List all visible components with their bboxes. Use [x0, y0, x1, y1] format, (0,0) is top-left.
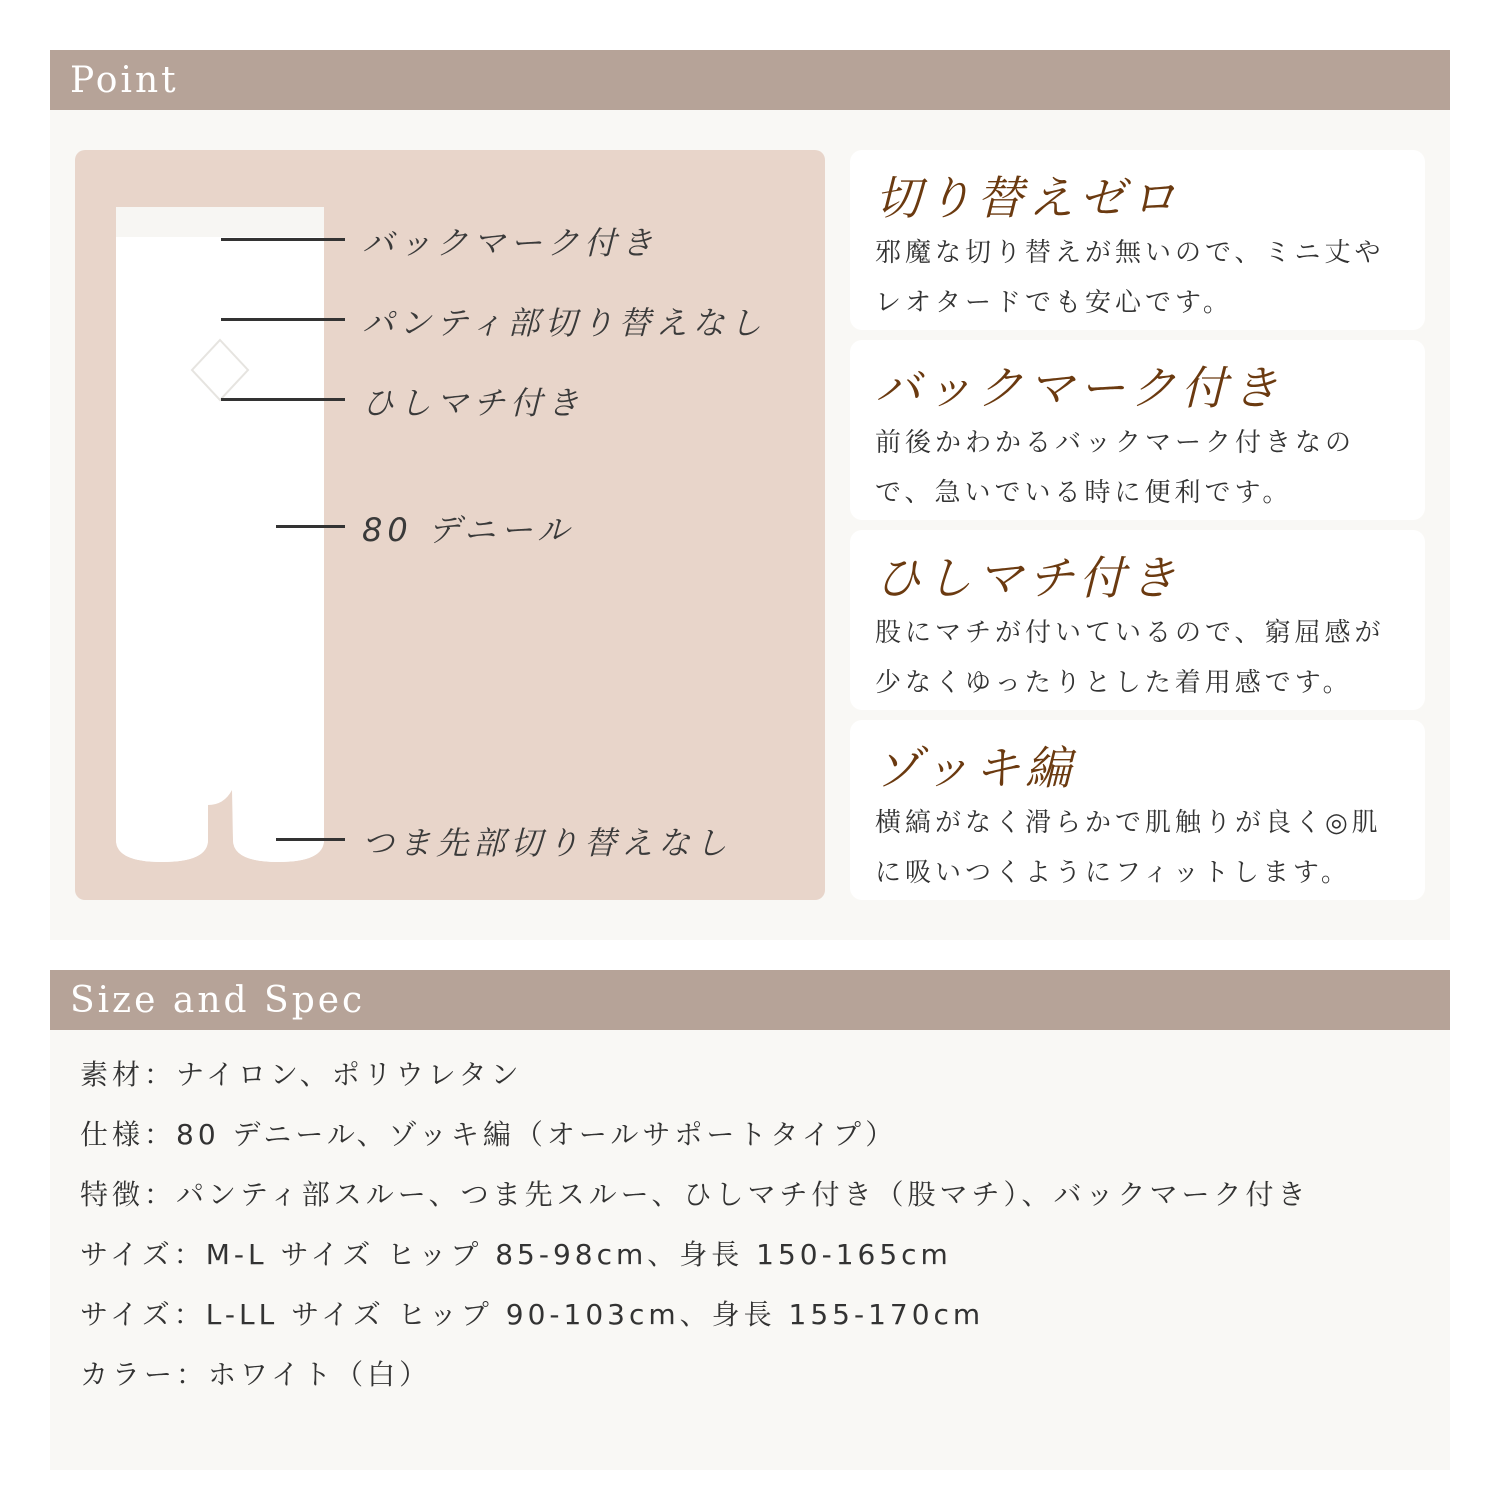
- spec-header-label: Size and Spec: [70, 980, 366, 1021]
- feature-card: [850, 150, 1425, 330]
- spec-item-size-lll: サイズ：L-LL サイズ ヒップ 90-103cm、身長 155-170cm: [80, 1298, 985, 1331]
- feature-description: 前後かわかるバックマーク付きなので、急いでいる時に便利です。: [875, 428, 1356, 508]
- point-section-header: [50, 50, 1450, 110]
- callout-line-denier: [276, 525, 345, 528]
- feature-description: 邪魔な切り替えが無いので、ミニ丈やレオタードでも安心です。: [875, 238, 1385, 318]
- feature-description: 横縞がなく滑らかで肌触りが良く◎肌に吸いつくようにフィットします。: [875, 808, 1382, 888]
- spec-item-features: 特徴：パンティ部スルー、つま先スルー、ひしマチ付き（股マチ）、バックマーク付き: [80, 1178, 1310, 1211]
- spec-item-color: カラー：ホワイト（白）: [80, 1358, 432, 1391]
- callout-denier: 80 デニール: [362, 511, 574, 549]
- callout-toe: つま先部切り替えなし: [362, 824, 733, 862]
- feature-description: 股にマチが付いているので、窮屈感が少なくゆったりとした着用感です。: [875, 618, 1385, 698]
- spec-item-specification: 仕様：80 デニール、ゾッキ編（オールサポートタイプ）: [80, 1118, 898, 1151]
- spec-list: [80, 1048, 1310, 1408]
- spec-item-size-ml: サイズ：M-L サイズ ヒップ 85-98cm、身長 150-165cm: [80, 1238, 952, 1271]
- callout-line-panty: [221, 318, 345, 321]
- callout-line-gusset: [221, 398, 345, 401]
- callout-backmark: バックマーク付き: [362, 224, 659, 262]
- spec-item-material: 素材：ナイロン、ポリウレタン: [80, 1058, 523, 1091]
- feature-card: [850, 340, 1425, 520]
- feature-title: ひしマチ付き: [875, 551, 1181, 605]
- callout-panty: パンティ部切り替えなし: [362, 304, 767, 342]
- feature-title: ゾッキ編: [875, 741, 1077, 795]
- feature-title: バックマーク付き: [875, 361, 1283, 415]
- callout-line-backmark: [221, 238, 345, 241]
- tights-waistband: [116, 207, 324, 237]
- feature-card: [850, 720, 1425, 900]
- callout-gusset: ひしマチ付き: [362, 384, 585, 422]
- point-header-label: Point: [70, 60, 179, 101]
- callout-line-toe: [276, 838, 345, 841]
- feature-card: [850, 530, 1425, 710]
- spec-section-header: [50, 970, 1450, 1030]
- feature-title: 切り替えゼロ: [875, 171, 1181, 225]
